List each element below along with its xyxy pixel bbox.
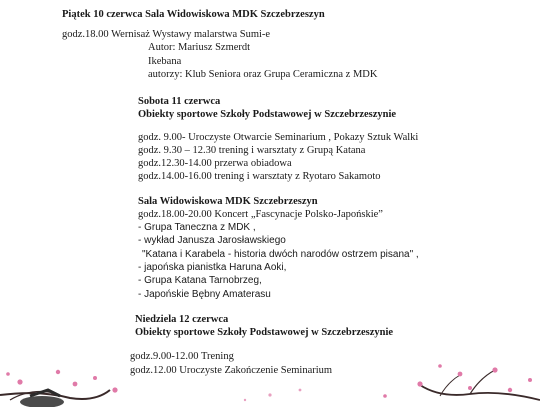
saturday-line-2: godz. 9.30 – 12.30 trening i warsztaty z Grupą Katana — [138, 145, 366, 156]
sunday-line-2: godz.12.00 Uroczyste Zakończenie Seminarium — [130, 365, 333, 376]
friday-line-3: Ikebana — [148, 56, 182, 67]
blossom-icon — [468, 386, 472, 390]
saturday-heading: Sobota 11 czerwca — [138, 96, 221, 107]
blossom-icon — [528, 378, 532, 382]
friday-line-4: autorzy: Klub Seniora oraz Grupa Ceramiczna z MDK — [148, 69, 378, 80]
evening-concert: godz.18.00-20.00 Koncert „Fascynacje Polsko-Japońskie” — [138, 209, 383, 220]
sunday-venue: Obiekty sportowe Szkoły Podstawowej w Szczebrzeszynie — [135, 327, 394, 338]
blossom-icon — [458, 372, 463, 377]
blossom-icon — [508, 388, 512, 392]
cherry-blossom-illustration — [0, 360, 540, 407]
petal-icon — [244, 399, 246, 401]
friday-line-1: godz.18.00 Wernisaż Wystawy malarstwa Sumi-e — [62, 29, 271, 40]
friday-heading: Piątek 10 czerwca Sala Widowiskowa MDK Szczebrzeszyn — [62, 9, 325, 20]
evening-item-4: - japońska pianistka Haruna Aoki, — [138, 262, 287, 273]
blossom-icon — [6, 372, 10, 376]
evening-venue: Sala Widowiskowa MDK Szczebrzeszyn — [138, 196, 318, 207]
evening-item-1: - Grupa Taneczna z MDK , — [138, 222, 256, 233]
saturday-line-4: godz.14.00-16.00 trening i warsztaty z Ryotaro Sakamoto — [138, 171, 381, 182]
saturday-line-1: godz. 9.00- Uroczyste Otwarcie Seminarium , Pokazy Sztuk Walki — [138, 132, 419, 143]
blossom-icon — [17, 379, 22, 384]
sunday-heading: Niedziela 12 czerwca — [135, 314, 229, 325]
evening-item-3: "Katana i Karabela - historia dwóch narodów ostrzem pisana" , — [142, 249, 419, 260]
sunday-line-1: godz.9.00-12.00 Trening — [130, 351, 234, 362]
blossom-icon — [438, 364, 442, 368]
evening-item-5: - Grupa Katana Tarnobrzeg, — [138, 275, 262, 286]
evening-item-6: - Japońskie Bębny Amaterasu — [138, 289, 271, 300]
blossom-icon — [93, 376, 97, 380]
blossom-icon — [112, 387, 117, 392]
evening-item-2: - wykład Janusza Jarosławskiego — [138, 235, 286, 246]
blossom-icon — [417, 381, 422, 386]
blossom-icon — [56, 370, 60, 374]
blossom-icon — [492, 367, 497, 372]
petal-icon — [268, 393, 271, 396]
saturday-venue: Obiekty sportowe Szkoły Podstawowej w Szczebrzeszynie — [138, 109, 397, 120]
petal-icon — [299, 389, 302, 392]
ink-figure — [20, 396, 64, 407]
blossom-icon — [73, 382, 78, 387]
blossom-icon — [383, 394, 387, 398]
friday-line-2: Autor: Mariusz Szmerdt — [148, 42, 251, 53]
branch-right — [420, 385, 540, 400]
saturday-line-3: godz.12.30-14.00 przerwa obiadowa — [138, 158, 292, 169]
